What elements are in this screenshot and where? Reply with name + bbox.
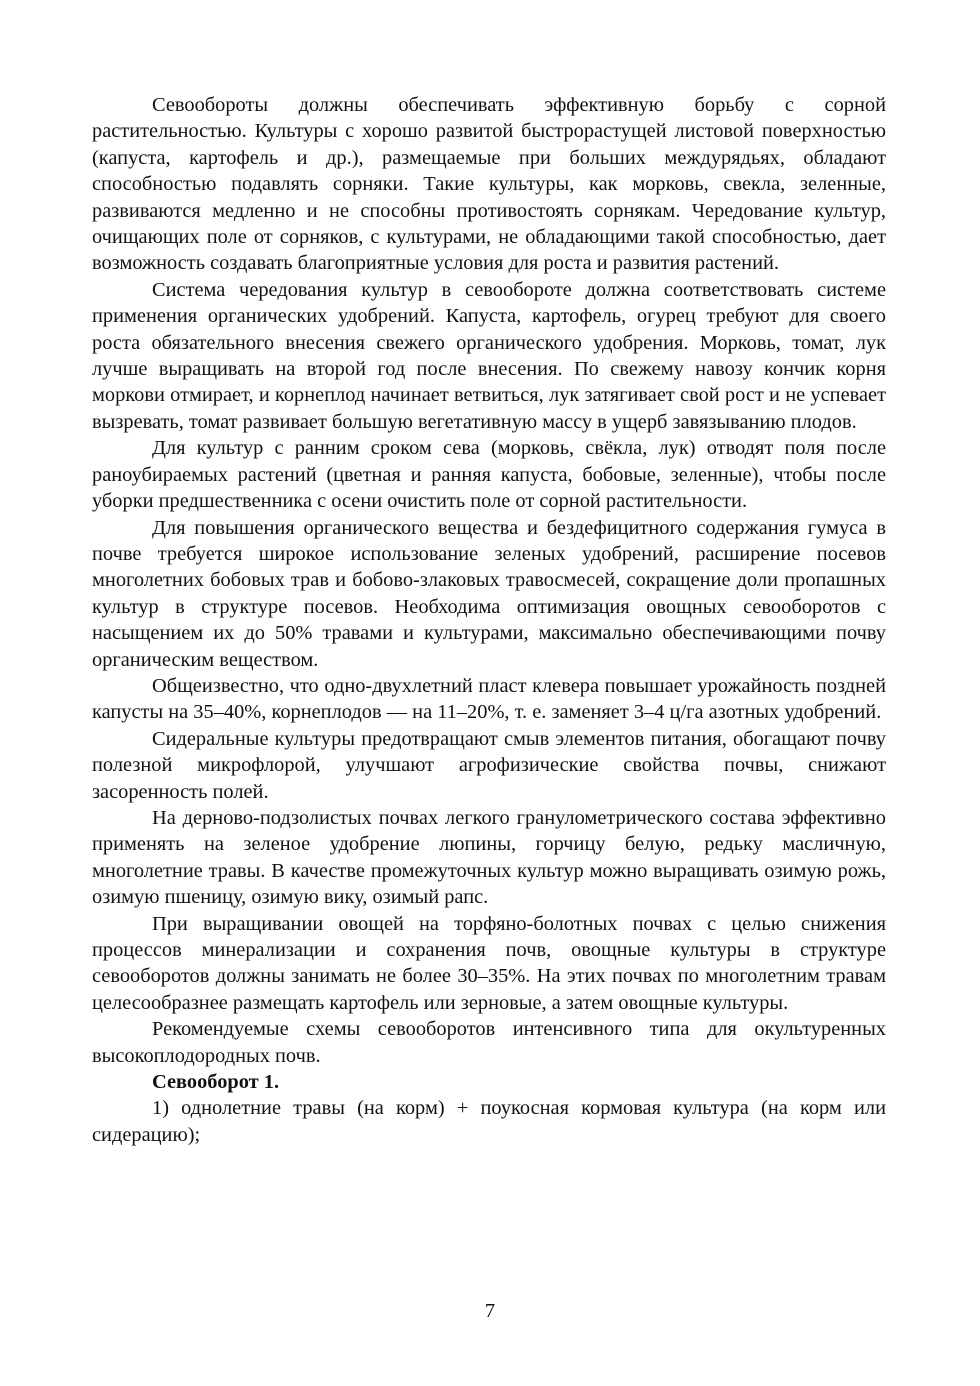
- paragraph-early-sowing-crops: Для культур с ранним сроком сева (морковь, свёкла, лук) отводят поля после раноубираемых растений (цветная и ранняя капуста, бобовые, зеленные), чтобы после уборки предшественника с осени очистить поле от сорной растительности.: [92, 437, 886, 513]
- paragraph-organic-fertilizer-system: Система чередования культур в севообороте должна соответствовать системе применения органических удобрений. Капуста, картофель, огурец требуют для своего роста обязательного внесения свежего органического удобрения. Морковь, томат, лук лучше выращивать на второй год после внесения. По свежему навозу кончик корня моркови отмирает, и корнеплод начинает ветвиться, лук затягивает свой рост и не успевает вызревать, томат развивает большую вегетативную массу в ущерб завязыванию плодов.: [92, 278, 886, 433]
- paragraph-recommended-schemes: Рекомендуемые схемы севооборотов интенсивного типа для окультуренных высокоплодородных почв.: [92, 1018, 886, 1067]
- paragraph-clover-yield: Общеизвестно, что одно-двухлетний пласт клевера повышает урожайность поздней капусты на 35–40%, корнеплодов — на 11–20%, т. е. заменяет 3–4 ц/га азотных удобрений.: [92, 674, 886, 724]
- list-item-1: 1) однолетние травы (на корм) + поукосная кормовая культура (на корм или сидерацию);: [92, 1097, 886, 1146]
- document-page: [92, 92, 886, 1148]
- paragraph-green-manure-benefits: Сидеральные культуры предотвращают смыв элементов питания, обогащают почву полезной микрофлорой, улучшают агрофизические свойства почвы, снижают засоренность полей.: [92, 727, 886, 803]
- paragraph-peat-bog-soils: При выращивании овощей на торфяно-болотных почвах с целью снижения процессов минерализации и сохранения почв, овощные культуры в структуре севооборотов должны занимать не более 30–35%. На этих почвах по многолетним травам целесообразнее размещать картофель или зерновые, а затем овощные культуры.: [92, 912, 886, 1014]
- paragraph-sod-podzolic-soils: На дерново-подзолистых почвах легкого гранулометрического состава эффективно применять на зеленое удобрение люпины, горчицу белую, редьку масличную, многолетние травы. В качестве промежуточных культур можно выращивать озимую рожь, озимую пшеницу, озимую вику, озимый рапс.: [92, 806, 886, 909]
- paragraph-weed-control: Севообороты должны обеспечивать эффективную борьбу с сорной растительностью. Культуры с хорошо развитой быстрорастущей листовой поверхностью (капуста, картофель и др.), размещаемые при больших междурядьях, обладают способностью подавлять сорняки. Такие культуры, как морковь, свекла, зеленные, развиваются медленно и не способны противостоять сорнякам. Чередование культур, очищающих поле от сорняков, с культурами, не обладающими такой способностью, дает возможность создавать благоприятные условия для роста и развития растений.: [92, 94, 886, 275]
- page-number: 7: [484, 1300, 496, 1322]
- paragraph-humus-content: Для повышения органического вещества и бездефицитного содержания гумуса в почве требуется широкое использование зеленых удобрений, расширение посевов многолетних бобовых трав и бобово-злаковых травосмесей, сокращение доли пропашных культур в структуре посевов. Необходима оптимизация овощных севооборотов с насыщением их до 50% травами и культурами, максимально обеспечивающими почву органическим веществом.: [92, 516, 886, 671]
- section-heading-rotation-1: Севооборот 1.: [152, 1071, 280, 1094]
